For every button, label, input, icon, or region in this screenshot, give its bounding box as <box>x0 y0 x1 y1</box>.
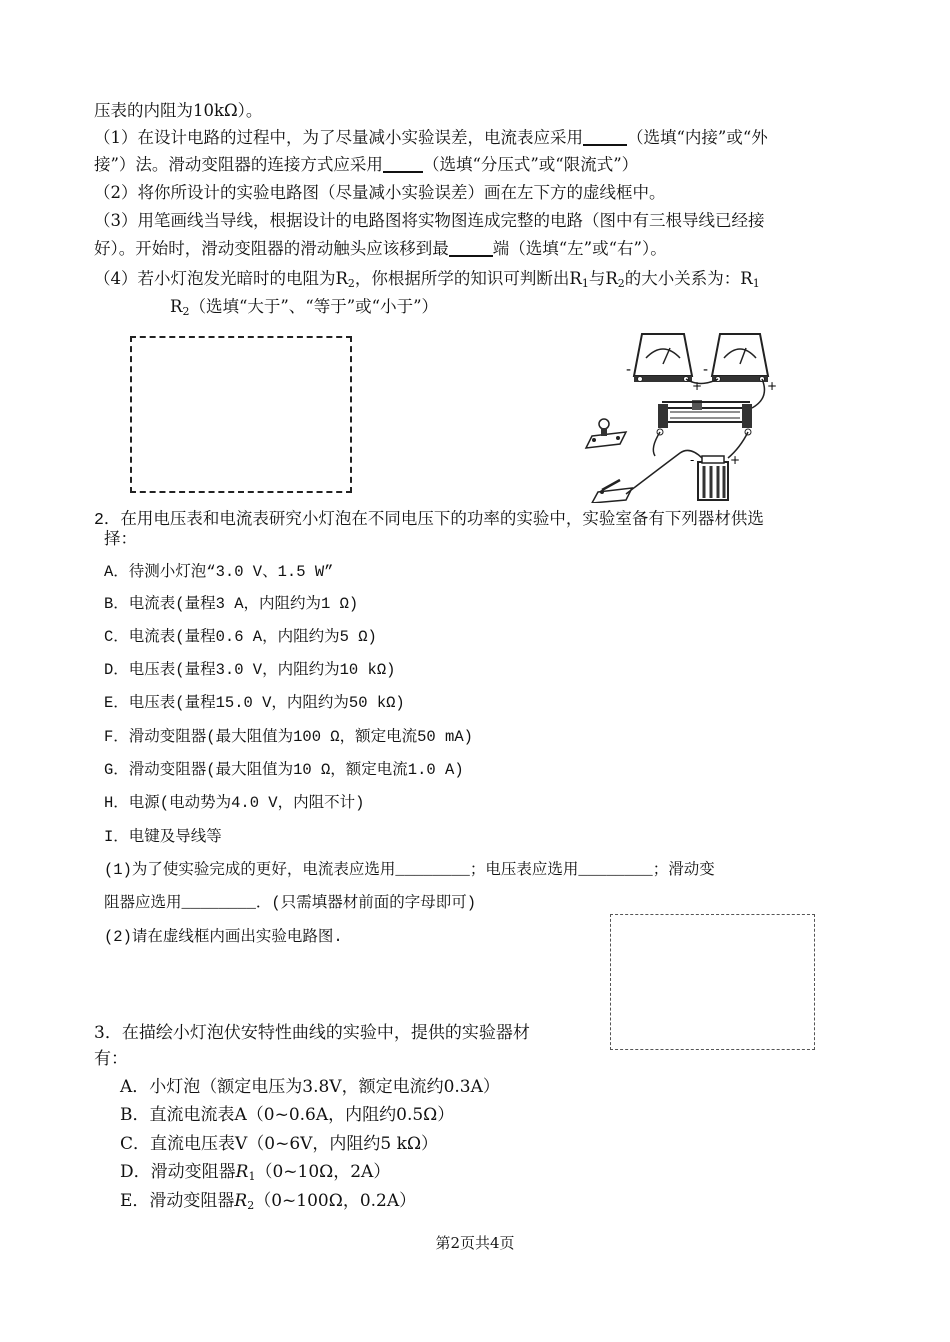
wire <box>752 379 764 408</box>
q1-line7 <box>170 296 438 318</box>
minus-sign: - <box>690 453 695 467</box>
q3-title-line2: 有： <box>94 1049 128 1069</box>
minus-sign: - <box>703 362 709 378</box>
circuit-drawing-box-1[interactable] <box>130 336 352 493</box>
q3-option-e-label: E．滑动变阻器 <box>120 1191 235 1211</box>
q3-option-d-spec: （0~10Ω，2A） <box>255 1162 391 1182</box>
ammeter-icon <box>703 334 777 393</box>
q3-option-a: A．小灯泡（额定电压为3.8V，额定电流约0.3A） <box>120 1077 500 1097</box>
q1-line5 <box>94 238 667 260</box>
q3-option-e-spec: （0~100Ω，0.2A） <box>254 1191 417 1211</box>
q1-line7-b: （选填“大于”、“等于”或“小于”） <box>189 297 439 316</box>
q1-line1-text-a: （1）在设计电路的过程中，为了尽量减小实验误差，电流表应采用 <box>94 128 583 147</box>
subscript: 1 <box>248 1170 256 1183</box>
q2-option: C．电流表(量程0.6 A，内阻约为5 Ω) <box>104 628 377 646</box>
answer-blank-3[interactable] <box>449 239 493 257</box>
q3-option-d <box>120 1161 390 1183</box>
q2-option: I．电键及导线等 <box>104 828 222 846</box>
subscript: 2 <box>617 277 625 290</box>
q3-title-line1: 3．在描绘小灯泡伏安特性曲线的实验中，提供的实验器材 <box>94 1023 530 1043</box>
q2-option: G．滑动变阻器(最大阻值为10 Ω，额定电流1.0 A) <box>104 761 464 779</box>
subscript: 2 <box>247 1199 255 1212</box>
q2-option: D．电压表(量程3.0 V，内阻约为10 kΩ) <box>104 661 396 679</box>
physical-circuit-figure <box>580 328 780 503</box>
q1-line6-c: 与R <box>588 269 618 288</box>
voltmeter-icon <box>626 334 702 393</box>
q1-line5-text-b: 端（选填“左”或“右”）。 <box>492 239 667 258</box>
rheostat-icon <box>657 400 752 435</box>
subscript: 1 <box>581 277 589 290</box>
q1-line7-a: R <box>170 297 183 316</box>
q3-option-d-label: D．滑动变阻器 <box>120 1162 236 1182</box>
q2-subquestion-2: (2)请在虚线框内画出实验电路图. <box>104 928 343 946</box>
plus-sign: + <box>692 379 703 393</box>
q1-line6-a: （4）若小灯泡发光暗时的电阻为R <box>94 269 348 288</box>
light-bulb-icon <box>586 419 626 448</box>
q2-option: E．电压表(量程15.0 V，内阻约为50 kΩ) <box>104 694 405 712</box>
subscript: 2 <box>347 277 355 290</box>
battery-icon <box>690 453 740 500</box>
subscript: 2 <box>182 305 190 318</box>
plus-sign: + <box>767 379 778 393</box>
q2-subquestion-1-line1: (1)为了使实验完成的更好，电流表应选用________；电压表应选用________；滑动变 <box>104 861 715 879</box>
q3-option-e <box>120 1190 416 1212</box>
q1-line0: 压表的内阻为10kΩ）。 <box>94 101 263 120</box>
q2-subquestion-1-line2: 阻器应选用________．(只需填器材前面的字母即可) <box>104 894 477 912</box>
q1-line2-text-b: （选填“分压式”或“限流式”） <box>422 155 639 174</box>
q3-option-b: B．直流电流表A（0~0.6A，内阻约0.5Ω） <box>120 1105 455 1125</box>
q1-line1-text-b: （选填“内接”或“外 <box>627 128 768 147</box>
q2-title-line1: 2．在用电压表和电流表研究小灯泡在不同电压下的功率的实验中，实验室备有下列器材供选 <box>94 510 764 529</box>
q2-option: B．电流表(量程3 A，内阻约为1 Ω) <box>104 595 359 613</box>
q1-line1 <box>94 127 768 149</box>
q1-line6-d: 的大小关系为：R <box>624 269 753 288</box>
q3-option-c: C．直流电压表V（0~6V，内阻约5 kΩ） <box>120 1134 439 1154</box>
plus-sign: + <box>730 453 741 467</box>
switch-icon <box>592 480 632 503</box>
resistor-symbol: R <box>235 1162 249 1182</box>
q1-line2-text-a: 接”）法。滑动变阻器的连接方式应采用 <box>94 155 383 174</box>
q2-option: F．滑动变阻器(最大阻值为100 Ω，额定电流50 mA) <box>104 728 473 746</box>
page-footer: 第2页共4页 <box>435 1234 515 1252</box>
q1-line6-b: ，你根据所学的知识可判断出R <box>354 269 582 288</box>
wire <box>653 432 660 456</box>
q1-line6 <box>94 268 760 290</box>
q1-line3: （2）将你所设计的实验电路图（尽量减小实验误差）画在左下方的虚线框中。 <box>94 183 666 202</box>
subscript: 1 <box>752 277 760 290</box>
q2-option: A．待测小灯泡“3.0 V、1.5 W” <box>104 563 334 581</box>
answer-blank-1[interactable] <box>583 128 627 146</box>
answer-blank-2[interactable] <box>383 155 423 173</box>
q2-option: H．电源(电动势为4.0 V，内阻不计) <box>104 794 365 812</box>
resistor-symbol: R <box>234 1191 248 1211</box>
q1-line4: （3）用笔画线当导线，根据设计的电路图将实物图连成完整的电路（图中有三根导线已经接 <box>94 211 765 230</box>
circuit-drawing-box-2[interactable] <box>610 914 815 1050</box>
q1-line2 <box>94 154 638 176</box>
q1-line5-text-a: 好）。开始时，滑动变阻器的滑动触头应该移到最 <box>94 239 449 258</box>
q2-title-line2: 择： <box>104 530 137 549</box>
minus-sign: - <box>626 362 632 378</box>
